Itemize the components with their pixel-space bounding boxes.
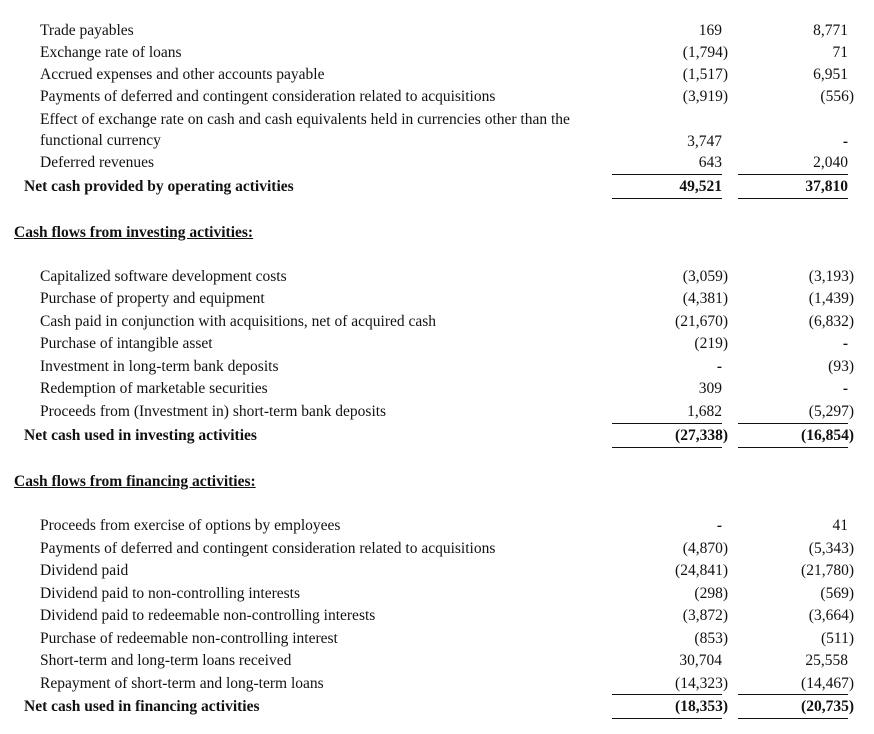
- table-row: [0, 288, 874, 310]
- value-text: (3,919): [682, 88, 728, 105]
- table-row: [0, 605, 874, 627]
- table-row: [0, 628, 874, 650]
- table-row: [0, 650, 874, 672]
- row-label: Purchase of redeemable non-controlling interest: [40, 630, 338, 647]
- subtotal-rule: [612, 423, 722, 424]
- row-label: Proceeds from exercise of options by employees: [40, 517, 341, 534]
- value-text: 309: [698, 380, 722, 397]
- value-prior-year: [738, 131, 848, 153]
- value-current-year: [612, 673, 728, 695]
- value-current-year: [612, 288, 728, 310]
- row-label: Repayment of short-term and long-term loans: [40, 675, 324, 692]
- value-text: 169: [698, 22, 722, 39]
- value-text: 643: [698, 154, 722, 171]
- value-prior-year: [738, 378, 848, 400]
- value-prior-year: [738, 86, 854, 108]
- subtotal-rule: [612, 174, 722, 175]
- value-text: (1,794): [682, 44, 728, 61]
- table-row: [0, 333, 874, 355]
- table-row: [0, 152, 874, 174]
- section-heading-row: [0, 471, 874, 493]
- value-text: (93): [828, 358, 854, 375]
- section-heading-row: [0, 222, 874, 244]
- value-current-year: [612, 131, 722, 153]
- row-label: Payments of deferred and contingent consideration related to acquisitions: [40, 88, 496, 105]
- value-prior-year: [738, 538, 854, 560]
- table-row: [0, 515, 874, 537]
- value-current-year: [612, 311, 728, 333]
- table-row: [0, 20, 874, 42]
- value-prior-year: [738, 288, 854, 310]
- row-label: Exchange rate of loans: [40, 44, 182, 61]
- total-prior-year: [738, 425, 854, 447]
- table-row: [0, 560, 874, 582]
- value-text: -: [842, 335, 848, 352]
- table-row: [0, 311, 874, 333]
- value-text: (21,670): [675, 313, 728, 330]
- value-prior-year: [738, 266, 854, 288]
- value-text: (556): [820, 88, 854, 105]
- row-label: Effect of exchange rate on cash and cash equivalents held in currencies other than the functional currency: [40, 111, 570, 149]
- value-current-year: [612, 20, 722, 42]
- table-row: [0, 673, 874, 695]
- row-label: Investment in long-term bank deposits: [40, 358, 279, 375]
- value-text: (3,193): [808, 268, 854, 285]
- value-prior-year: [738, 628, 854, 650]
- row-label: Purchase of intangible asset: [40, 335, 213, 352]
- value-current-year: [612, 266, 728, 288]
- table-row: [0, 266, 874, 288]
- total-rule: [738, 718, 848, 719]
- total-rule: [612, 198, 722, 199]
- row-label: Purchase of property and equipment: [40, 290, 265, 307]
- value-prior-year: [738, 583, 854, 605]
- total-current-year: [612, 425, 728, 447]
- total-row: [0, 176, 874, 198]
- subtotal-rule: [612, 694, 722, 695]
- row-label: Cash paid in conjunction with acquisitions, net of acquired cash: [40, 313, 437, 330]
- value-text: (14,323): [675, 675, 728, 692]
- table-row: [0, 42, 874, 64]
- total-rule: [738, 198, 848, 199]
- value-current-year: [612, 333, 728, 355]
- table-row: [0, 583, 874, 605]
- value-current-year: [612, 560, 728, 582]
- value-text: -: [842, 133, 848, 150]
- value-text: (24,841): [675, 562, 728, 579]
- value-prior-year: [738, 673, 854, 695]
- value-text: 6,951: [813, 66, 848, 83]
- value-current-year: [612, 378, 722, 400]
- value-text: 2,040: [813, 154, 848, 171]
- value-text: 3,747: [687, 133, 722, 150]
- value-text: 1,682: [687, 403, 722, 420]
- row-label: Dividend paid: [40, 562, 129, 579]
- value-prior-year: [738, 560, 854, 582]
- row-label: Dividend paid to redeemable non-controlling interests: [40, 607, 376, 624]
- value-current-year: [612, 64, 728, 86]
- table-row: [0, 378, 874, 400]
- value-text: (3,664): [808, 607, 854, 624]
- value-current-year: [612, 650, 722, 672]
- row-label: Capitalized software development costs: [40, 268, 287, 285]
- value-text: (219): [694, 335, 728, 352]
- row-label: Proceeds from (Investment in) short-term bank deposits: [40, 403, 387, 420]
- value-prior-year: [738, 650, 848, 672]
- value-current-year: [612, 152, 722, 174]
- value-text: (6,832): [808, 313, 854, 330]
- value-text: (27,338): [675, 427, 728, 444]
- total-row: [0, 425, 874, 447]
- value-prior-year: [738, 64, 848, 86]
- total-rule: [612, 718, 722, 719]
- value-prior-year: [738, 152, 848, 174]
- value-text: (4,381): [682, 290, 728, 307]
- total-label: Net cash used in financing activities: [24, 698, 260, 715]
- value-text: (511): [821, 630, 854, 647]
- section-heading-financing: Cash flows from financing activities:: [14, 473, 256, 490]
- value-text: (853): [694, 630, 728, 647]
- table-row: [0, 109, 874, 153]
- value-prior-year: [738, 311, 854, 333]
- section-heading-investing: Cash flows from investing activities:: [14, 224, 254, 241]
- value-text: 71: [832, 44, 848, 61]
- value-prior-year: [738, 605, 854, 627]
- row-label: Redemption of marketable securities: [40, 380, 268, 397]
- value-text: (5,343): [808, 540, 854, 557]
- row-label: Dividend paid to non-controlling interests: [40, 585, 301, 602]
- total-rule: [738, 447, 848, 448]
- value-text: (16,854): [801, 427, 854, 444]
- value-prior-year: [738, 42, 848, 64]
- table-row: [0, 356, 874, 378]
- total-label: Net cash used in investing activities: [24, 427, 257, 444]
- total-row: [0, 696, 874, 718]
- value-current-year: [612, 42, 728, 64]
- value-current-year: [612, 356, 722, 378]
- value-text: -: [716, 358, 722, 375]
- value-current-year: [612, 515, 722, 537]
- value-current-year: [612, 628, 728, 650]
- value-text: (14,467): [801, 675, 854, 692]
- subtotal-rule: [738, 694, 848, 695]
- total-label: Net cash provided by operating activities: [24, 178, 294, 195]
- value-text: 8,771: [813, 22, 848, 39]
- value-prior-year: [738, 401, 854, 423]
- value-text: 25,558: [805, 652, 848, 669]
- subtotal-rule: [738, 423, 848, 424]
- value-text: 30,704: [679, 652, 722, 669]
- value-text: (298): [694, 585, 728, 602]
- value-text: (18,353): [675, 698, 728, 715]
- row-label: Short-term and long-term loans received: [40, 652, 292, 669]
- total-prior-year: [738, 696, 854, 718]
- total-prior-year: [738, 176, 848, 198]
- value-text: (20,735): [801, 698, 854, 715]
- row-label: Deferred revenues: [40, 154, 155, 171]
- value-text: -: [716, 517, 722, 534]
- row-label: Accrued expenses and other accounts payable: [40, 66, 325, 83]
- row-label: Trade payables: [40, 22, 134, 39]
- value-text: (21,780): [801, 562, 854, 579]
- row-label: Payments of deferred and contingent consideration related to acquisitions: [40, 540, 496, 557]
- value-prior-year: [738, 356, 854, 378]
- value-text: (4,870): [682, 540, 728, 557]
- value-current-year: [612, 583, 728, 605]
- value-current-year: [612, 605, 728, 627]
- total-current-year: [612, 176, 722, 198]
- value-text: (3,872): [682, 607, 728, 624]
- value-prior-year: [738, 20, 848, 42]
- value-current-year: [612, 86, 728, 108]
- value-current-year: [612, 538, 728, 560]
- total-rule: [612, 447, 722, 448]
- value-text: (5,297): [808, 403, 854, 420]
- value-current-year: [612, 401, 722, 423]
- value-text: -: [842, 380, 848, 397]
- value-prior-year: [738, 333, 848, 355]
- value-text: 41: [832, 517, 848, 534]
- table-row: [0, 64, 874, 86]
- value-text: 37,810: [805, 178, 848, 195]
- subtotal-rule: [738, 174, 848, 175]
- value-text: (3,059): [682, 268, 728, 285]
- value-text: (1,439): [808, 290, 854, 307]
- total-current-year: [612, 696, 728, 718]
- table-row: [0, 538, 874, 560]
- table-row: [0, 401, 874, 423]
- value-text: (569): [820, 585, 854, 602]
- value-prior-year: [738, 515, 848, 537]
- value-text: 49,521: [679, 178, 722, 195]
- table-row: [0, 86, 874, 108]
- value-text: (1,517): [682, 66, 728, 83]
